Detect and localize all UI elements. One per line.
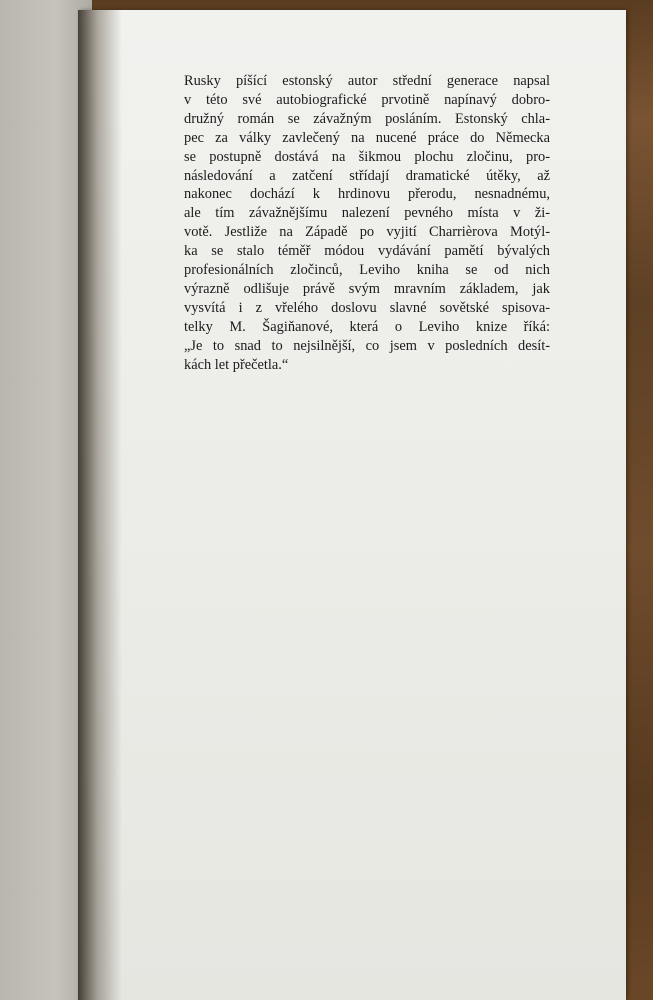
blurb-line: votě. Jestliže na Západě po vyjití Charrièrova Motýl- — [184, 224, 550, 241]
blurb-line: Rusky píšící estonský autor střední generace napsal — [184, 73, 550, 89]
blurb-line: následování a zatčení střídají dramatické útěky, až — [184, 167, 550, 184]
blurb-line: ka se stalo téměř módou vydávání pamětí bývalých — [184, 243, 550, 260]
blurb-line: se postupně dostává na šikmou plochu zločinu, pro- — [184, 148, 550, 165]
blurb-line: pec za války zavlečený na nucené práce do Německa — [184, 129, 550, 146]
blurb-line: vysvítá i z vřelého doslovu slavné sovětské spisova- — [184, 299, 550, 316]
blurb-line: ale tím závažnějšímu nalezení pevného místa v ži- — [184, 205, 550, 222]
blurb-line: „Je to snad to nejsilnější, co jsem v posledních desít- — [184, 337, 550, 354]
blurb-line: v této své autobiografické prvotině napínavý dobro- — [184, 91, 550, 108]
blurb-line: výrazně odlišuje právě svým mravním základem, jak — [184, 280, 550, 297]
blurb-line: profesionálních zločinců, Leviho kniha se od nich — [184, 262, 550, 279]
blurb-line: družný román se závažným posláním. Estonský chla- — [184, 110, 550, 127]
page-gutter-shadow — [78, 10, 122, 1000]
blurb-line: kách let přečetla.“ — [184, 356, 289, 373]
book-blurb — [184, 72, 550, 375]
blurb-line: nakonec dochází k hrdinovu přerodu, nesnadnému, — [184, 186, 550, 203]
blurb-line: telky M. Šagiňanové, která o Leviho knize říká: — [184, 318, 550, 335]
